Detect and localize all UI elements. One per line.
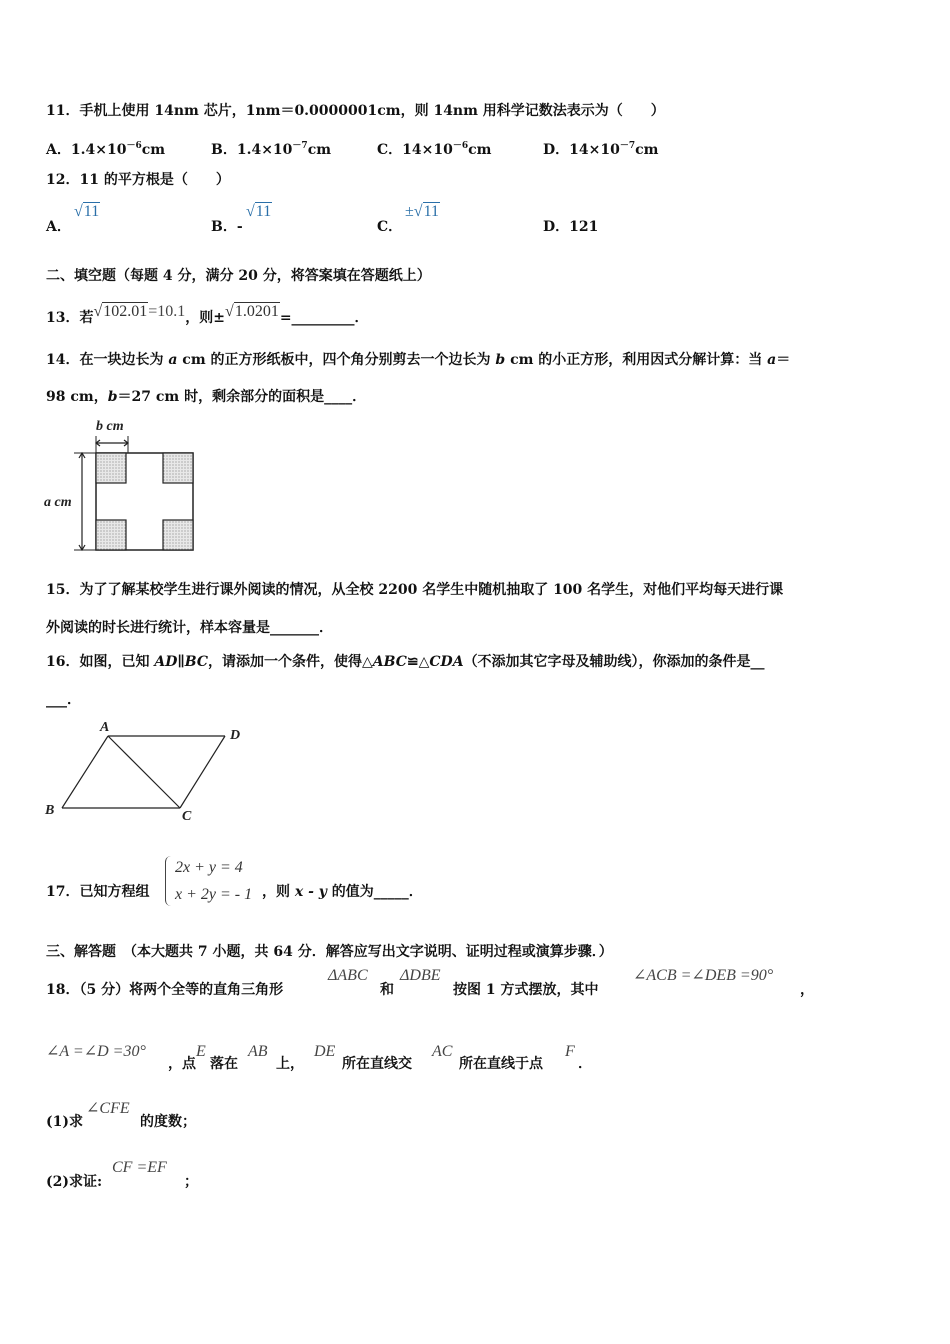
q18-on: 落在 bbox=[210, 1056, 238, 1072]
q18-triangle-dbe: ΔDBE bbox=[400, 967, 441, 984]
q14-label-a: a cm bbox=[44, 495, 72, 510]
q18-part-2-pre: (2)求证: bbox=[46, 1174, 103, 1190]
q12-option-b: B．- bbox=[211, 219, 243, 235]
q17-equation-2: x + 2y = - 1 bbox=[175, 886, 253, 903]
q15-line-2: 外阅读的时长进行统计，样本容量是_______． bbox=[46, 620, 333, 636]
q16-point-c: C bbox=[182, 809, 192, 824]
q16-line-1: 16．如图，已知 AD∥BC，请添加一个条件，使得△ABC≌△CDA（不添加其它字母及辅助线），你添加的条件是__ bbox=[46, 654, 765, 670]
q18-meet: 所在直线交 bbox=[342, 1056, 412, 1072]
q12-option-a: A． bbox=[46, 219, 71, 235]
q18-part-2-post: ； bbox=[184, 1174, 198, 1190]
q18-angle-equation: ∠ACB =∠DEB =90° bbox=[633, 967, 774, 984]
q18-angle-equation-2: ∠A =∠D =30° bbox=[46, 1043, 146, 1060]
q18-segment-ac: AC bbox=[432, 1043, 453, 1060]
q11-option-d: D．$14\times 10^{-7}cm$ bbox=[543, 141, 659, 158]
q16-point-b: B bbox=[45, 803, 55, 818]
q11-option-a: A．$1.4\times 10^{-6}cm$ bbox=[46, 141, 166, 158]
q11-stem: 11．手机上使用 14nm 芯片，1nm＝0.0000001cm，则 14nm 用科学记数法表示为（ ） bbox=[46, 103, 665, 119]
q11-option-c: C．$14\times 10^{-6}cm$ bbox=[377, 141, 492, 158]
q18-end: ． bbox=[578, 1056, 592, 1072]
q17-tail: ，则 x - y 的值为_____． bbox=[262, 884, 423, 900]
q16-point-a: A bbox=[100, 720, 110, 735]
q14-line-1: 14．在一块边长为 a cm 的正方形纸板中，四个角分别剪去一个边长为 b cm 的小正方形，利用因式分解计算：当 a＝ bbox=[46, 352, 791, 368]
q18-part-2-math: CF =EF bbox=[112, 1159, 167, 1176]
q13: 13．若√102.01=10.1，则±√1.0201=_________． bbox=[46, 303, 369, 326]
q18-head: 18．（5 分）将两个全等的直角三角形 bbox=[46, 982, 284, 998]
q16-point-d: D bbox=[230, 728, 241, 743]
q11-option-b: B．$1.4\times 10^{-7}cm$ bbox=[211, 141, 332, 158]
q18-point-f: F bbox=[565, 1043, 575, 1060]
q18-part-1-post: 的度数； bbox=[140, 1114, 196, 1130]
q18-mid: 按图 1 方式摆放，其中 bbox=[453, 982, 599, 998]
q18-part-1-pre: (1)求 bbox=[46, 1114, 83, 1130]
q18-line-2: ，点 bbox=[168, 1056, 196, 1072]
q17-brace bbox=[165, 856, 172, 906]
q12-option-c: C． bbox=[377, 219, 403, 235]
q18-segment-ab: AB bbox=[248, 1043, 268, 1060]
q14-label-b: b cm bbox=[96, 419, 124, 434]
q12-stem: 12．11 的平方根是（ ） bbox=[46, 172, 230, 188]
q12-option-a-radical: √11 bbox=[74, 203, 100, 220]
q14-square-figure bbox=[40, 416, 210, 558]
q16-line-2: ___． bbox=[46, 692, 81, 708]
section-3-title: 三、解答题 （本大题共 7 小题，共 64 分．解答应写出文字说明、证明过程或演算步骤．） bbox=[46, 944, 613, 960]
q15-line-1: 15．为了了解某校学生进行课外阅读的情况，从全校 2200 名学生中随机抽取了 100 名学生，对他们平均每天进行课 bbox=[46, 582, 784, 598]
q18-meet2: 所在直线于点 bbox=[459, 1056, 543, 1072]
q16-parallelogram-figure bbox=[40, 716, 260, 826]
q18-point-e: E bbox=[196, 1043, 206, 1060]
q17-equation-1: 2x + y = 4 bbox=[175, 859, 243, 876]
q18-triangle-abc: ΔABC bbox=[328, 967, 368, 984]
q18-up: 上， bbox=[276, 1056, 304, 1072]
q17-prefix: 17．已知方程组 bbox=[46, 884, 150, 900]
q18-and: 和 bbox=[380, 982, 394, 998]
q14-line-2: 98 cm，b＝27 cm 时，剩余部分的面积是____． bbox=[46, 389, 367, 405]
q18-part-1-math: ∠CFE bbox=[86, 1100, 130, 1117]
q12-option-c-radical: ±√11 bbox=[405, 203, 439, 220]
q18-comma: ， bbox=[800, 982, 814, 998]
q18-segment-de: DE bbox=[314, 1043, 336, 1060]
q12-option-b-radical: √11 bbox=[246, 203, 272, 220]
section-2-title: 二、填空题（每题 4 分，满分 20 分，将答案填在答题纸上） bbox=[46, 268, 431, 284]
q12-option-d: D．121 bbox=[543, 219, 599, 235]
